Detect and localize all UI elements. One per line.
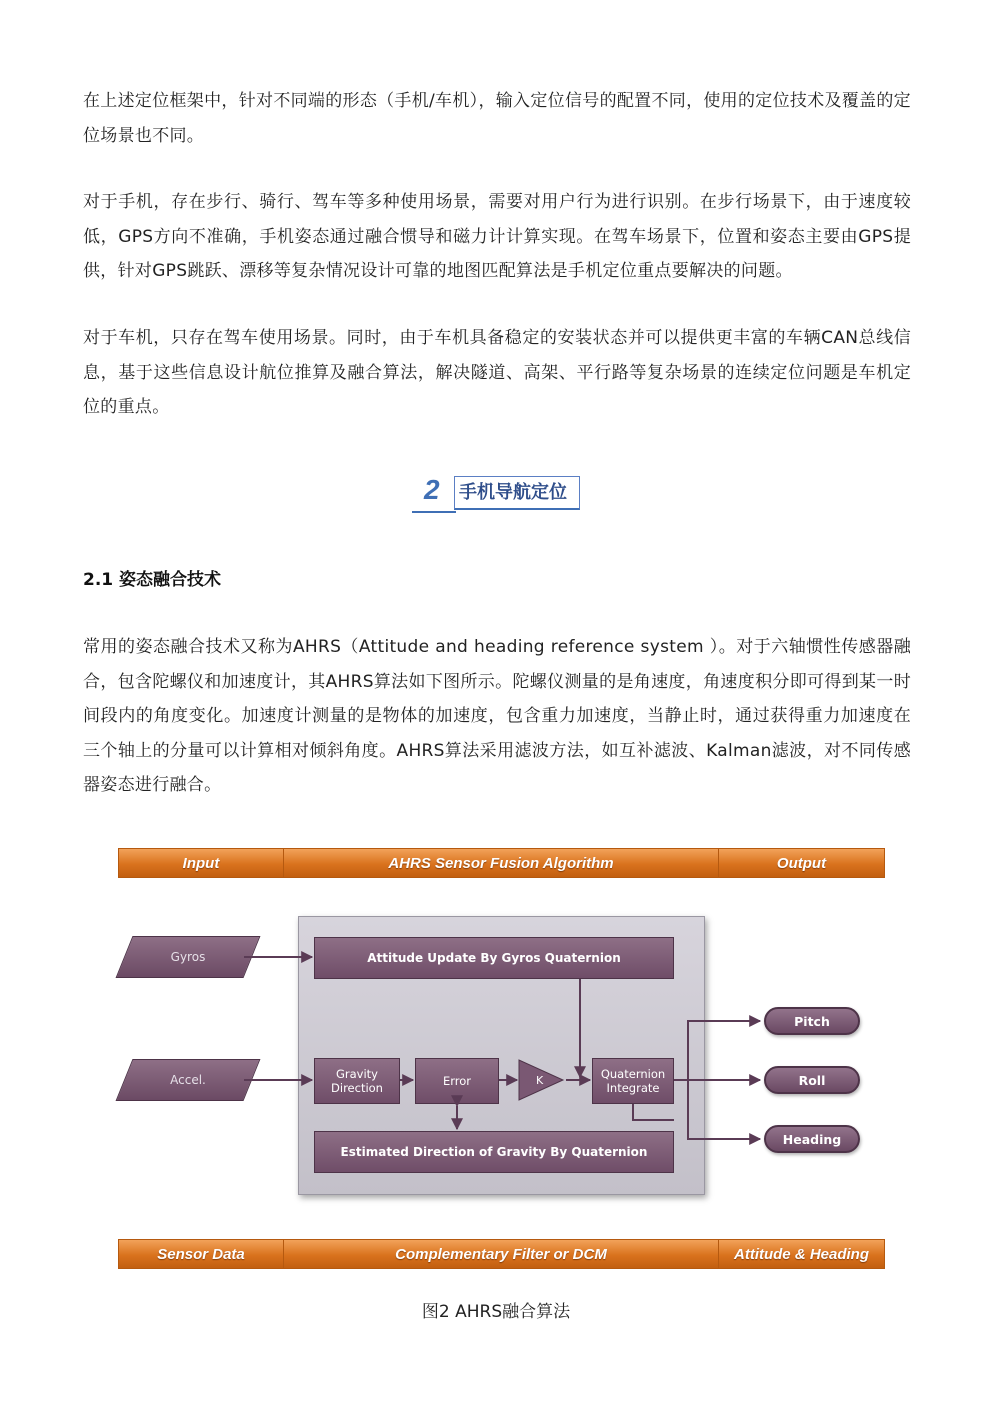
bar-sensor-data: Sensor Data: [118, 1239, 284, 1269]
paragraph-intro: 在上述定位框架中，针对不同端的形态（手机/车机），输入定位信号的配置不同，使用的定位技术及覆盖的定位场景也不同。: [83, 91, 911, 146]
input-accel: Accel.: [124, 1059, 252, 1101]
bar-output: Output: [718, 848, 885, 878]
block-error: Error: [415, 1058, 499, 1104]
paragraph-phone: 对于手机，存在步行、骑行、驾车等多种使用场景，需要对用户行为进行识别。在步行场景下，由于速度较低，GPS方向不准确，手机姿态通过融合惯导和磁力计计算实现。在驾车场景下，位置和姿态主要由GPS提供，针对GPS跳跃、漂移等复杂情况设计可靠的地图匹配算法是手机定位重点要解决的问题。: [83, 192, 911, 281]
output-heading: Heading: [764, 1125, 860, 1153]
output-roll: Roll: [764, 1066, 860, 1094]
output-pitch: Pitch: [764, 1007, 860, 1035]
block-gravity-direction: Gravity Direction: [314, 1058, 400, 1104]
block-attitude-update: Attitude Update By Gyros Quaternion: [314, 937, 674, 979]
bar-filter: Complementary Filter or DCM: [283, 1239, 719, 1269]
section-title: 手机导航定位: [454, 476, 580, 510]
bar-algorithm: AHRS Sensor Fusion Algorithm: [283, 848, 719, 878]
block-quaternion-integrate: Quaternion Integrate: [592, 1058, 674, 1104]
bar-attitude-heading: Attitude & Heading: [718, 1239, 885, 1269]
subsection-title: 2.1 姿态融合技术: [83, 570, 222, 590]
paragraph-ahrs: 常用的姿态融合技术又称为AHRS（Attitude and heading reference system ）。对于六轴惯性传感器融合，包含陀螺仪和加速度计，其AHRS算法如下图所示。陀螺仪测量的是角速度，角速度积分即可得到某一时间段内的角度变化。加速度计测量的是物体的加速度，包含重力加速度，当静止时，通过获得重力加速度在三个轴上的分量可以计算相对倾斜角度。AHRS算法采用滤波方法，如互补滤波、Kalman滤波，对不同传感器姿态进行融合。: [83, 637, 911, 795]
bar-input: Input: [118, 848, 284, 878]
gain-label: K: [536, 1074, 544, 1087]
paragraph-car: 对于车机，只存在驾车使用场景。同时，由于车机具备稳定的安装状态并可以提供更丰富的车辆CAN总线信息，基于这些信息设计航位推算及融合算法，解决隧道、高架、平行路等复杂场景的连续定位问题是车机定位的重点。: [83, 328, 911, 417]
section-number: 2: [424, 474, 440, 505]
input-gyros: Gyros: [124, 936, 252, 978]
figure-caption: 图2 AHRS融合算法: [421, 1302, 571, 1322]
block-estimated-gravity: Estimated Direction of Gravity By Quaternion: [314, 1131, 674, 1173]
